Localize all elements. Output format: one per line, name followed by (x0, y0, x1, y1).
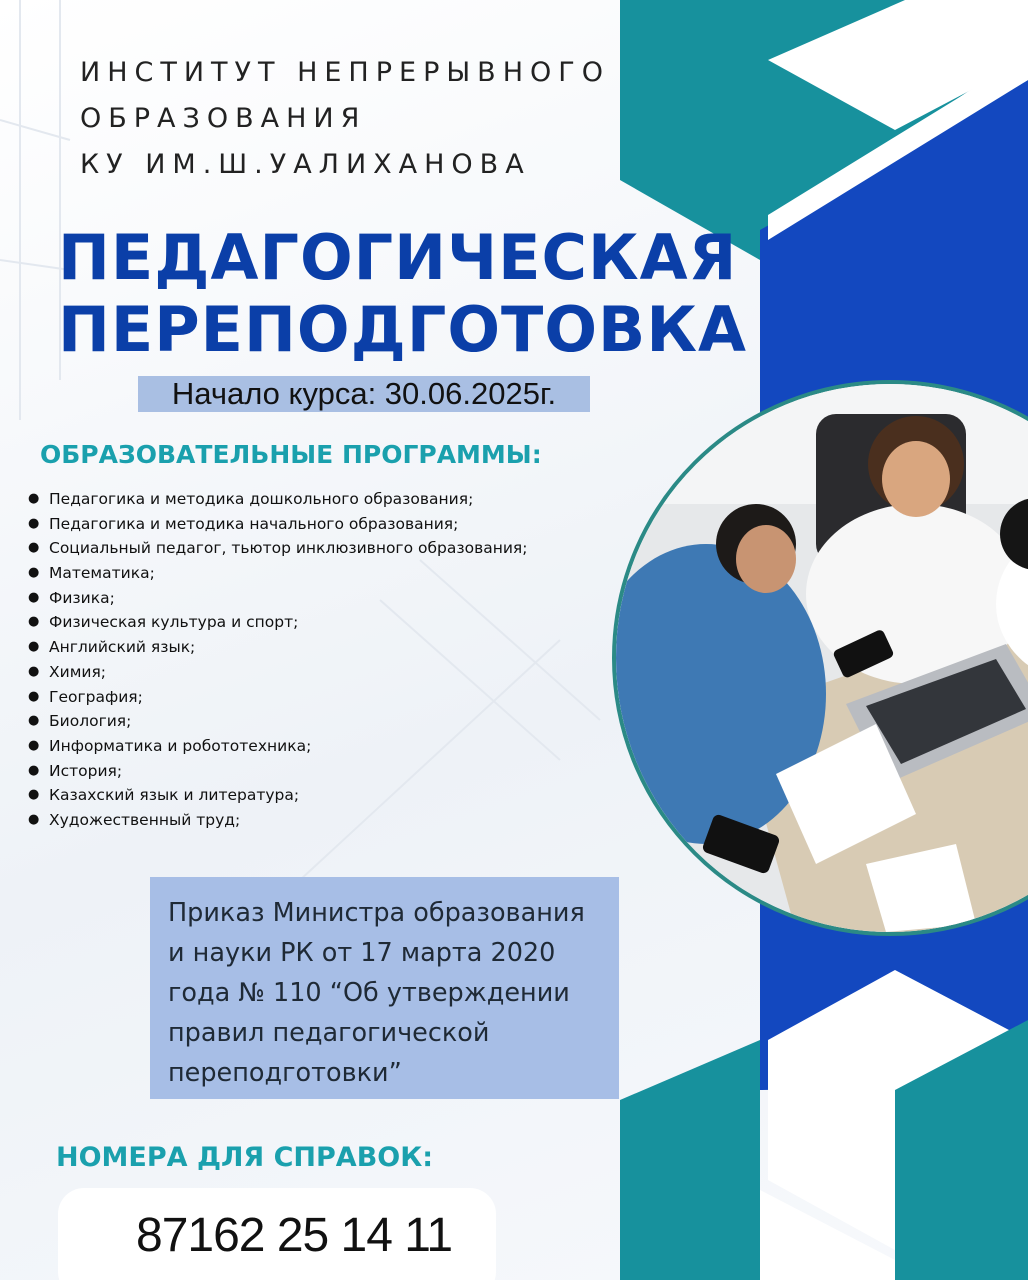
institute-line-1: ИНСТИТУТ НЕПРЕРЫВНОГО (80, 57, 610, 88)
bullet-icon: ● (28, 540, 40, 556)
list-item: ● Химия; (28, 660, 527, 685)
list-item: ● Физическая культура и спорт; (28, 610, 527, 635)
order-line-4: правил педагогической (168, 1018, 490, 1048)
bullet-icon: ● (28, 787, 40, 803)
list-item: ● Казахский язык и литература; (28, 783, 527, 808)
list-item: ● Физика; (28, 586, 527, 611)
teal-shape-bottom (620, 1040, 760, 1280)
bullet-icon: ● (28, 639, 40, 655)
bullet-icon: ● (28, 762, 40, 778)
title-line-1: ПЕДАГОГИЧЕСКАЯ (58, 221, 738, 294)
order-line-3: года № 110 “Об утверждении (168, 978, 570, 1008)
main-title (58, 222, 747, 366)
institute-line-2: ОБРАЗОВАНИЯ (80, 103, 367, 134)
ministry-order-box (150, 877, 619, 1099)
bullet-icon: ● (28, 589, 40, 605)
order-line-5: переподготовки” (168, 1058, 402, 1088)
list-item: ● Математика; (28, 561, 527, 586)
list-item: ● Биология; (28, 709, 527, 734)
institute-name (80, 50, 610, 188)
list-item: ● История; (28, 759, 527, 784)
list-item: ● Информатика и робототехника; (28, 734, 527, 759)
bullet-icon: ● (28, 565, 40, 581)
bullet-icon: ● (28, 688, 40, 704)
list-item: ● География; (28, 685, 527, 710)
phone-number[interactable]: 87162 25 14 11 (136, 1209, 453, 1262)
order-line-1: Приказ Министра образования (168, 898, 585, 928)
phones-heading: НОМЕРА ДЛЯ СПРАВОК: (56, 1142, 434, 1173)
bullet-icon: ● (28, 515, 40, 531)
list-item: ● Художественный труд; (28, 808, 527, 833)
list-item: ● Английский язык; (28, 635, 527, 660)
bullet-icon: ● (28, 713, 40, 729)
bullet-icon: ● (28, 737, 40, 753)
programs-list (28, 487, 527, 833)
bullet-icon: ● (28, 491, 40, 506)
list-item: ● Педагогика и методика дошкольного образования; (28, 487, 527, 512)
order-line-2: и науки РК от 17 марта 2020 (168, 938, 556, 968)
bullet-icon: ● (28, 663, 40, 679)
list-item: ● Социальный педагог, тьютор инклюзивного образования; (28, 536, 527, 561)
institute-line-3: КУ ИМ.Ш.УАЛИХАНОВА (80, 149, 531, 180)
course-start-date: Начало курса: 30.06.2025г. (138, 376, 590, 412)
list-item: ● Педагогика и методика начального образования; (28, 512, 527, 537)
bullet-icon: ● (28, 811, 40, 827)
programs-heading: ОБРАЗОВАТЕЛЬНЫЕ ПРОГРАММЫ: (40, 440, 542, 469)
bullet-icon: ● (28, 614, 40, 630)
title-line-2: ПЕРЕПОДГОТОВКА (58, 293, 747, 366)
